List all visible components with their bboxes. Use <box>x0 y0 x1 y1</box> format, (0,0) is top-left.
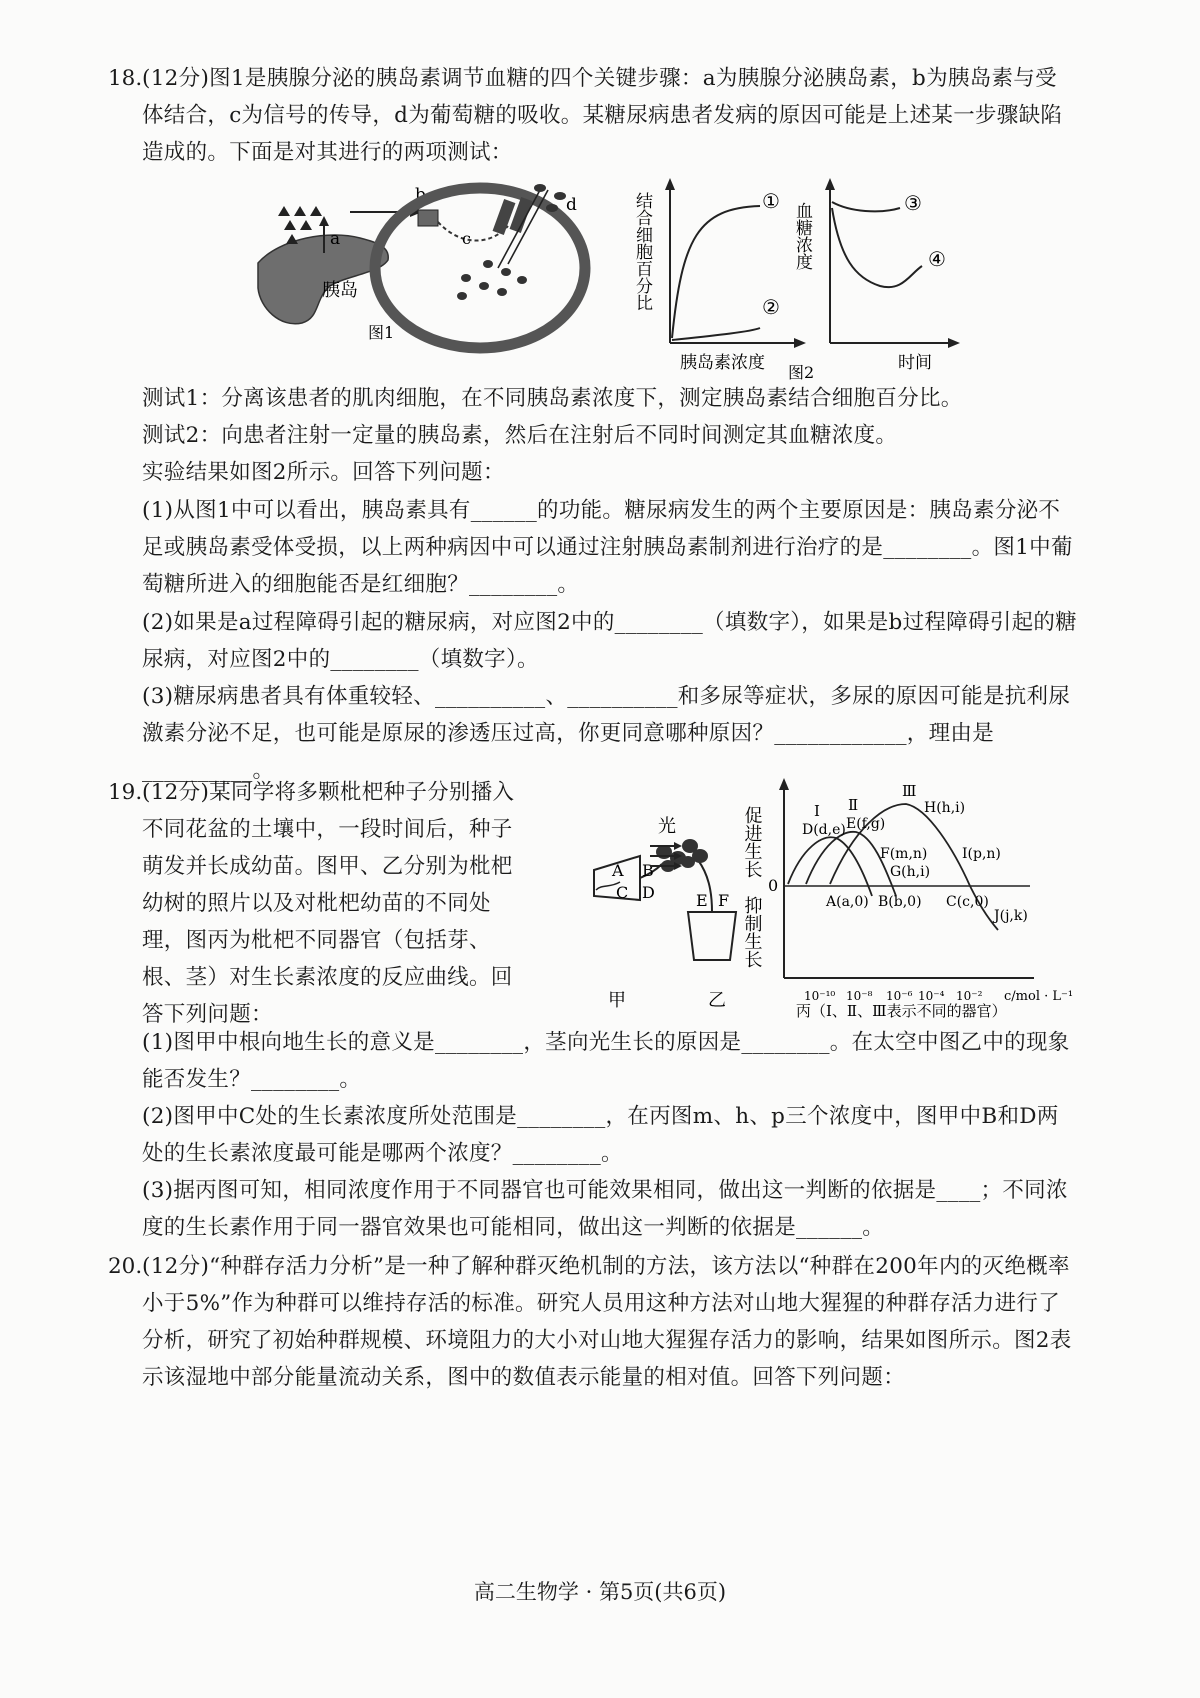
label-a: a <box>330 229 341 249</box>
q19-number: 19. <box>108 780 143 805</box>
point-F: F(m,n) <box>880 846 928 862</box>
curve-2 <box>672 328 760 340</box>
q18-sub1: (1)从图1中可以看出，胰岛素具有______的功能。糖尿病发生的两个主要原因是：胰岛素分泌不足或胰岛素受体受损，以上两种病因中可以通过注射胰岛素制剂进行治疗的是________。图1中葡萄糖所进入的细胞能否是红细胞？________。 <box>142 498 1073 597</box>
point-A: A(a,0) <box>826 894 869 910</box>
q18-test2: 测试2：向患者注射一定量的胰岛素，然后在注射后不同时间测定其血糖浓度。 <box>142 423 898 448</box>
point-B: B(b,0) <box>878 894 922 910</box>
organ-II: Ⅱ <box>848 796 859 814</box>
yi-caption: 乙 <box>708 990 726 1011</box>
bing-xtick-1: 10⁻¹⁰ <box>804 989 836 1003</box>
curve-1 <box>672 206 760 338</box>
cell-membrane <box>375 188 585 348</box>
figure-bing <box>741 778 1086 1020</box>
bing-zero: 0 <box>768 876 779 895</box>
point-D: D(d,e) <box>802 822 846 838</box>
yi-light: 光 <box>658 816 676 837</box>
q18-sub2: (2)如果是a过程障碍引起的糖尿病，对应图2中的________（填数字），如果是b过程障碍引起的糖尿病，对应图2中的________（填数字）。 <box>142 610 1077 672</box>
curve-4-label: ④ <box>928 247 946 271</box>
q19-stem: (12分)某同学将多颗枇杷种子分别播入不同花盆的土壤中，一段时间后，种子萌发并长成幼苗。图甲、乙分别为枇杷幼树的照片以及对枇杷幼苗的不同处理，图丙为枇杷不同器官（包括芽、根、茎）对生长素浓度的反应曲线。回答下列问题： <box>142 780 515 1027</box>
point-E: E(f,g) <box>846 816 886 832</box>
q20-number: 20. <box>108 1254 143 1279</box>
right-ylabel: 血糖浓度 <box>792 202 812 270</box>
bing-caption: 丙（Ⅰ、Ⅱ、Ⅲ表示不同的器官） <box>796 1002 1007 1020</box>
curve-organ-I <box>788 837 872 896</box>
organ-I: Ⅰ <box>814 802 820 820</box>
point-I: I(p,n) <box>962 846 1001 862</box>
jia-B: B <box>642 861 654 880</box>
organ-III: Ⅲ <box>902 782 917 800</box>
label-c: c <box>462 229 471 248</box>
point-J: J(j,k) <box>994 908 1028 924</box>
jia-C: C <box>616 883 629 902</box>
yi-pot <box>688 912 736 960</box>
bing-ylabel-up: 促进生长 <box>741 806 763 878</box>
q18-number: 18. <box>108 66 143 91</box>
yi-E: E <box>696 891 708 910</box>
point-G: G(h,i) <box>890 864 931 880</box>
figure-1-caption: 图1 <box>368 323 395 342</box>
q20-stem: (12分)“种群存活力分析”是一种了解种群灭绝机制的方法，该方法以“种群在200年内的灭绝概率小于5%”作为种群可以维持存活的标准。研究人员用这种方法对山地大猩猩的种群存活力进行了分析，研究了初始种群规模、环境阻力的大小对山地大猩猩存活力的影响，结果如图所示。图2表示该湿地中部分能量流动关系，图中的数值表示能量的相对值。回答下列问题： <box>142 1254 1072 1390</box>
curve-2-label: ② <box>762 295 780 319</box>
bing-xtick-5: 10⁻² <box>956 989 983 1003</box>
bing-xtick-4: 10⁻⁴ <box>918 989 945 1003</box>
label-b: b <box>415 185 426 205</box>
curve-3-label: ③ <box>904 191 922 215</box>
bing-xtick-3: 10⁻⁶ <box>886 989 913 1003</box>
figure-1 <box>240 168 610 358</box>
q18-stem: (12分)图1是胰腺分泌的胰岛素调节血糖的四个关键步骤：a为胰腺分泌胰岛素，b为胰岛素与受体结合，c为信号的传导，d为葡萄糖的吸收。某糖尿病患者发病的原因可能是上述某一步骤缺陷造成的。下面是对其进行的两项测试： <box>142 66 1063 165</box>
bing-xtick-2: 10⁻⁸ <box>846 989 873 1003</box>
q18-result: 实验结果如图2所示。回答下列问题： <box>142 460 505 485</box>
q19-sub2: (2)图甲中C处的生长素浓度所处范围是________，在丙图m、h、p三个浓度中，图甲中B和D两处的生长素浓度最可能是哪两个浓度？________。 <box>142 1104 1059 1166</box>
label-d: d <box>566 195 577 215</box>
left-xlabel: 胰岛素浓度 <box>680 353 765 373</box>
q18-test1: 测试1：分离该患者的肌肉细胞，在不同胰岛素浓度下，测定胰岛素结合细胞百分比。 <box>142 386 963 411</box>
jia-D: D <box>642 883 655 902</box>
jia-A: A <box>612 861 624 880</box>
page-footer: 高二生物学 · 第5页(共6页) <box>473 1580 727 1604</box>
yi-F: F <box>718 891 730 910</box>
q19-sub3: (3)据丙图可知，相同浓度作用于不同器官也可能效果相同，做出这一判断的依据是____；不同浓度的生长素作用于同一器官效果也可能相同，做出这一判断的依据是______。 <box>142 1178 1068 1240</box>
figure-2 <box>632 178 1020 382</box>
jia-caption: 甲 <box>608 990 626 1011</box>
q18-sub3: (3)糖尿病患者具有体重较轻、__________、__________和多尿等症状，多尿的原因可能是抗利尿激素分泌不足，也可能是原尿的渗透压过高，你更同意哪种原因？____________，理由是__________。 <box>142 684 1071 783</box>
point-H: H(h,i) <box>924 800 966 816</box>
curve-4 <box>832 208 922 287</box>
label-organ: 胰岛 <box>322 280 358 301</box>
curve-3 <box>832 202 900 211</box>
curve-1-label: ① <box>762 189 780 213</box>
figure-2-caption: 图2 <box>788 363 815 382</box>
point-C: C(c,0) <box>946 894 989 910</box>
bing-xunit: c/mol · L⁻¹ <box>1004 989 1074 1004</box>
q19-sub1: (1)图甲中根向地生长的意义是________，茎向光生长的原因是________。在太空中图乙中的现象能否发生？________。 <box>142 1030 1070 1092</box>
left-ylabel: 结合细胞百分比 <box>632 192 652 311</box>
bing-ylabel-down: 抑制生长 <box>741 896 763 968</box>
right-xlabel: 时间 <box>898 353 932 373</box>
